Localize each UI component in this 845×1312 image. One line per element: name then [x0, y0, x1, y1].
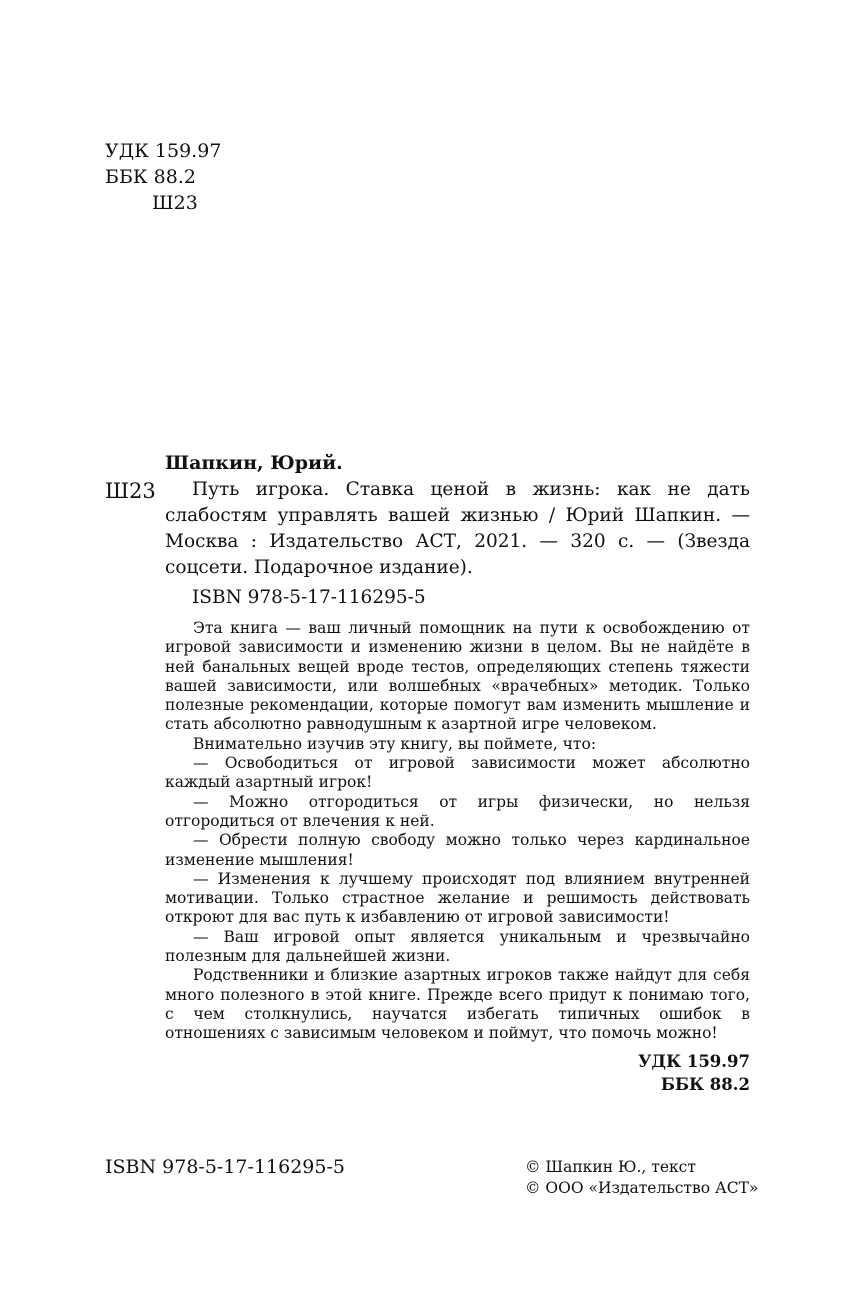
annotation-paragraph: Эта книга — ваш личный помощник на пути к освобождению от игровой зависимости и изменению жизни в целом. Вы не найдёте в ней банальных вещей вроде тестов, определяющих степень тяжести вашей зависимости, или волшебных «врачебных» методик. Только полезные рекомендации, которые помогут вам изменить мышление и стать абсолютно равнодушным к азартной игре человеком. — [165, 619, 750, 734]
bibliographic-entry — [165, 450, 750, 1096]
annotation-paragraph: Родственники и близкие азартных игроков также найдут для себя много полезного в этой книге. Прежде всего придут к понимаю того, с чем столкнулись, научатся избегать типичных ошибок в отношениях с зависимым человеком и поймут, что помочь можно! — [165, 966, 750, 1043]
bbk-code: ББК 88.2 — [105, 166, 196, 188]
entry-isbn: ISBN 978-5-17-116295-5 — [192, 587, 426, 608]
annotation-udk: УДК 159.97 — [638, 1051, 750, 1071]
entry-author-mark: Ш23 — [105, 479, 156, 503]
bibliographic-description: Путь игрока. Ставка ценой в жизнь: как не дать слабостям управлять вашей жизнью / Юрий Шапкин. — Москва : Издательство АСТ, 2021. — 320 с. — (Звезда соцсети. Подарочное издание). — [165, 479, 750, 578]
annotation-paragraph: — Ваш игровой опыт является уникальным и чрезвычайно полезным для дальнейшей жизни. — [165, 927, 750, 966]
copyright-author: © Шапкин Ю., текст — [525, 1158, 696, 1176]
annotation-paragraph: — Обрести полную свободу можно только через кардинальное изменение мышления! — [165, 831, 750, 869]
author-name: Шапкин, Юрий. — [165, 452, 343, 474]
classification-block — [105, 138, 221, 216]
copyright-block — [525, 1157, 758, 1199]
annotation-paragraph: — Освободиться от игровой зависимости может абсолютно каждый азартный игрок! — [165, 754, 750, 792]
annotation-codes — [165, 1050, 750, 1096]
annotation — [165, 619, 750, 1044]
udk-code: УДК 159.97 — [105, 140, 222, 162]
footer-isbn: ISBN 978-5-17-116295-5 — [105, 1156, 345, 1178]
annotation-paragraph: Внимательно изучив эту книгу, вы поймете, что: — [193, 734, 597, 753]
annotation-bbk: ББК 88.2 — [660, 1074, 750, 1094]
annotation-paragraph: — Изменения к лучшему происходят под влиянием внутренней мотивации. Только страстное желание и решимость действовать откроют для вас путь к избавлению от игровой зависимости! — [165, 869, 750, 927]
author-mark-code: Ш23 — [152, 192, 198, 214]
copyright-publisher: © ООО «Издательство АСТ» — [525, 1179, 759, 1197]
annotation-paragraph: — Можно отгородиться от игры физически, но нельзя отгородиться от влечения к ней. — [165, 792, 750, 830]
